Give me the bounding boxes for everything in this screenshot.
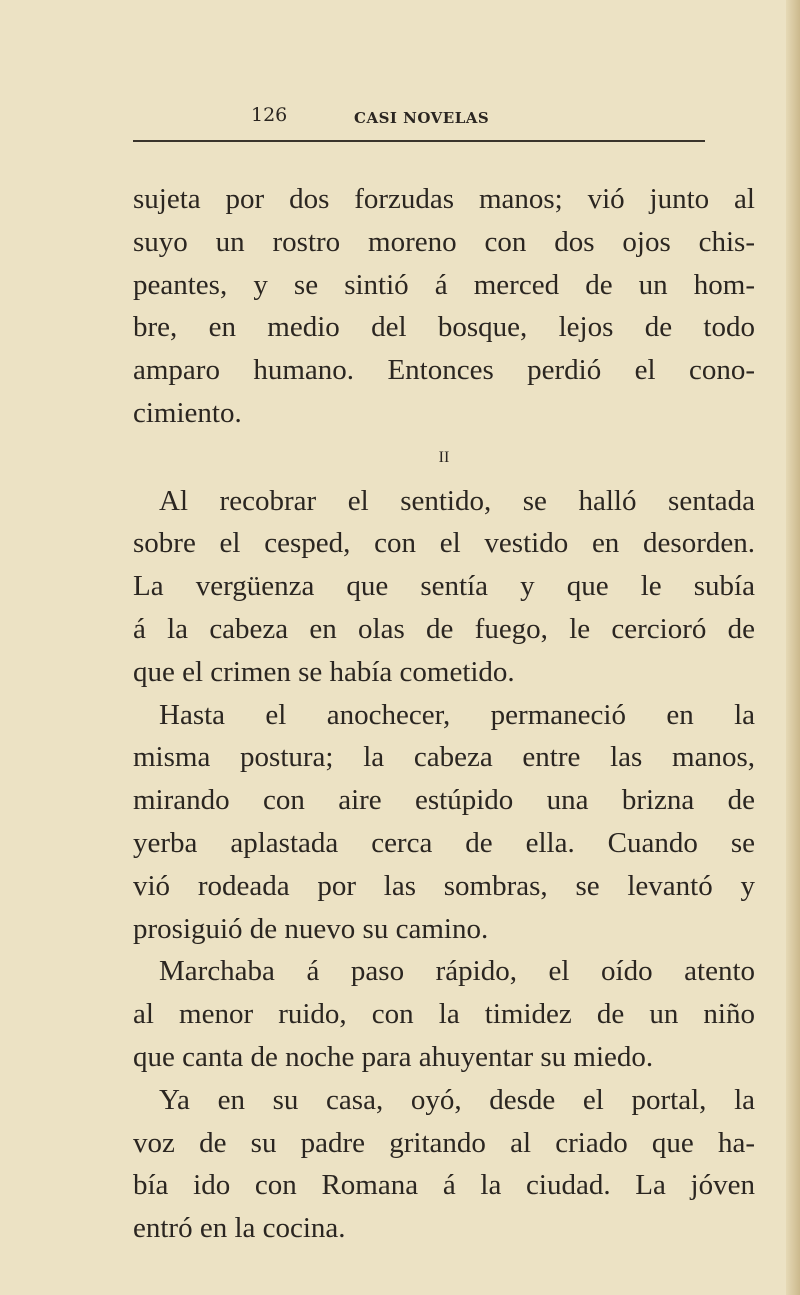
paragraph (133, 950, 755, 1078)
page-header (133, 100, 705, 130)
text-line: vió rodeada por las sombras, se levantó y (133, 869, 755, 902)
text-line: voz de su padre gritando al criado que ha- (133, 1126, 755, 1159)
paragraph (133, 480, 755, 694)
text-line: Hasta el anochecer, permaneció en la (159, 698, 755, 731)
text-line: bre, en medio del bosque, lejos de todo (133, 311, 755, 344)
text-line: al menor ruido, con la timidez de un niño (133, 998, 755, 1031)
text-line: sobre el cesped, con el vestido en desorden. (133, 527, 755, 560)
page-edge (786, 0, 800, 1295)
text-line: que el crimen se había cometido. (133, 655, 515, 688)
header-rule (133, 140, 705, 142)
page-number: 126 (251, 104, 288, 126)
page-body (133, 178, 755, 1250)
text-line: Al recobrar el sentido, se halló sentada (159, 484, 755, 517)
text-line: cimiento. (133, 396, 242, 429)
text-line: Marchaba á paso rápido, el oído atento (159, 955, 755, 988)
paragraph (133, 1079, 755, 1250)
text-line: sujeta por dos forzudas manos; vió junto al (133, 183, 755, 215)
paragraph (133, 178, 755, 435)
text-line: Ya en su casa, oyó, desde el portal, la (159, 1083, 755, 1116)
text-line: peantes, y se sintió á merced de un hom- (133, 268, 755, 301)
text-line: á la cabeza en olas de fuego, le cercioró de (133, 612, 755, 645)
text-line: misma postura; la cabeza entre las manos, (133, 741, 755, 774)
running-head: CASI NOVELAS (354, 109, 490, 127)
text-line: La vergüenza que sentía y que le subía (133, 570, 755, 603)
text-line: yerba aplastada cerca de ella. Cuando se (133, 826, 755, 859)
text-line: que canta de noche para ahuyentar su miedo. (133, 1040, 654, 1073)
text-line: suyo un rostro moreno con dos ojos chis- (133, 225, 755, 258)
text-line: amparo humano. Entonces perdió el cono- (133, 354, 755, 387)
section-heading: II (438, 448, 450, 466)
paragraph (133, 694, 755, 951)
text-line: prosiguió de nuevo su camino. (133, 912, 489, 945)
text-line: entró en la cocina. (133, 1212, 346, 1245)
text-line: bía ido con Romana á la ciudad. La jóven (133, 1169, 755, 1202)
text-line: mirando con aire estúpido una brizna de (133, 784, 755, 817)
